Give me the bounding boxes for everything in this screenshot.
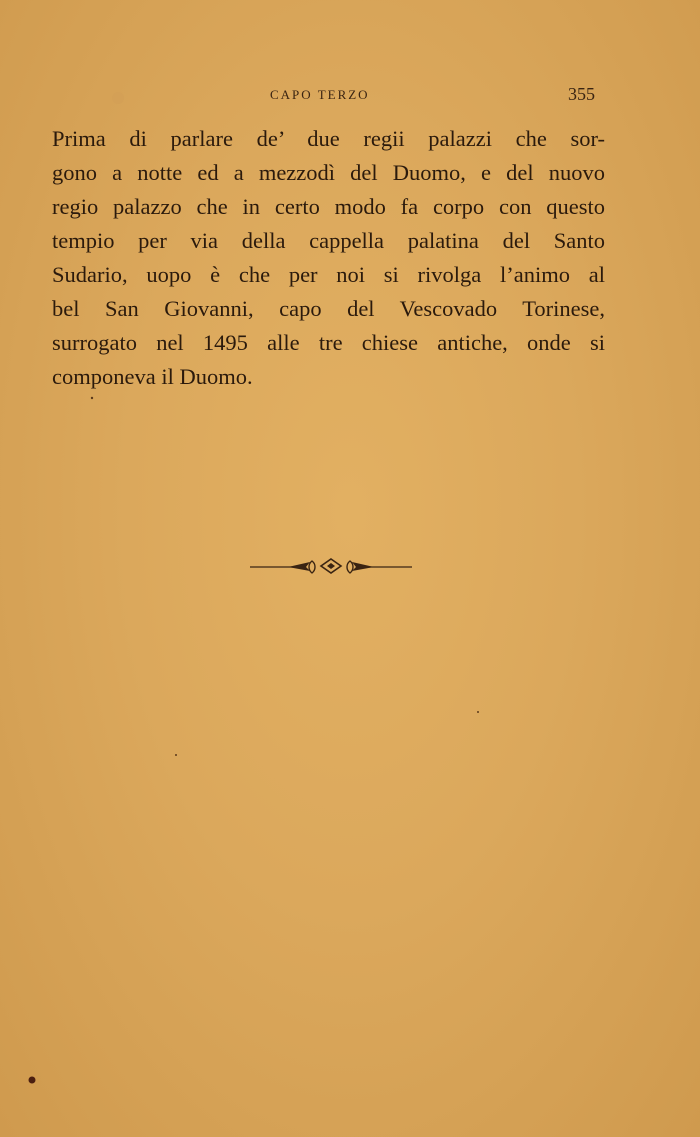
text-line: bel San Giovanni, capo del Vescovado Torinese,: [52, 296, 605, 321]
text-line: regio palazzo che in certo modo fa corpo con questo: [52, 194, 605, 219]
text-line: componeva il Duomo.: [52, 364, 253, 389]
text-line: Sudario, uopo è che per noi si rivolga l’animo al: [52, 262, 605, 287]
text-line: Prima di parlare de’ due regii palazzi che sor-: [52, 126, 605, 151]
body-paragraph: [52, 122, 605, 394]
tailpiece-ornament-icon: [248, 556, 414, 576]
text-line: surrogato nel 1495 alle tre chiese antiche, onde si: [52, 330, 605, 355]
text-line: gono a notte ed a mezzodì del Duomo, e del nuovo: [52, 160, 605, 185]
page-number: 355: [568, 84, 595, 104]
running-head: [0, 84, 700, 108]
text-line: tempio per via della cappella palatina del Santo: [52, 228, 605, 253]
running-title: CAPO TERZO: [270, 87, 370, 102]
